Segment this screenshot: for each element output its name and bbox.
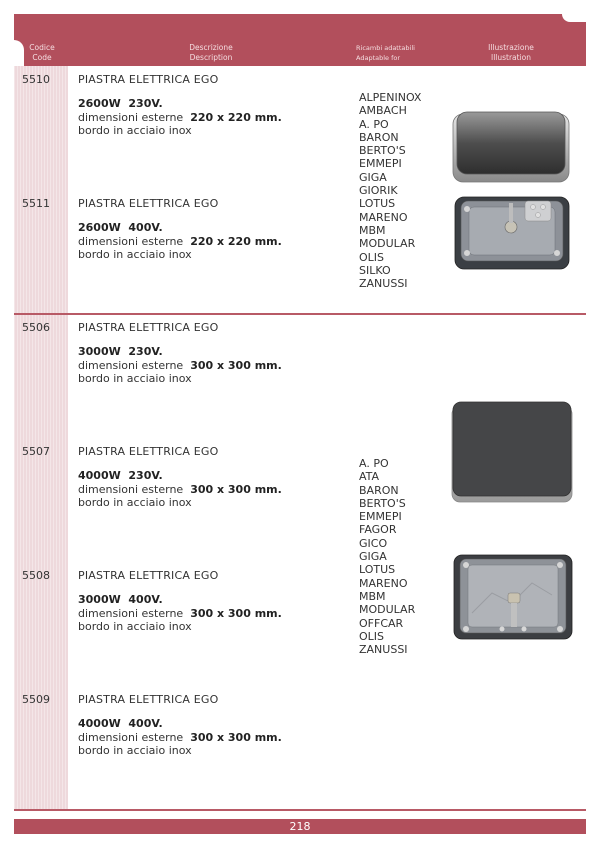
code-column-group-2 xyxy=(14,315,68,809)
brand-item: ZANUSSI xyxy=(359,277,408,291)
brand-list-group-2 xyxy=(359,457,415,656)
product-title: PIASTRA ELETTRICA EGO xyxy=(78,73,219,86)
brand-item: EMMEPI xyxy=(359,510,402,524)
brand-item: EMMEPI xyxy=(359,157,402,171)
brand-item: MARENO xyxy=(359,210,408,224)
brand-item: LOTUS xyxy=(359,197,396,211)
product-code: 5510 xyxy=(22,73,50,86)
product-edge: bordo in acciaio inox xyxy=(78,744,192,757)
hotplate-photo-bottom-220 xyxy=(453,195,571,271)
product-title: PIASTRA ELETTRICA EGO xyxy=(78,693,219,706)
product-title: PIASTRA ELETTRICA EGO xyxy=(78,197,219,210)
brand-item: MARENO xyxy=(359,576,408,590)
brand-item: GIGA xyxy=(359,550,387,564)
product-dimensions: dimensioni esterne 300 x 300 mm. xyxy=(78,359,282,372)
hotplate-photo-top-300 xyxy=(450,400,574,504)
product-power: 4000W 230V. xyxy=(78,469,163,482)
product-code: 5507 xyxy=(22,445,50,458)
brand-item: OLIS xyxy=(359,629,385,643)
group-separator xyxy=(14,313,586,315)
column-header-adaptable: Ricambi adattabili Adaptable for xyxy=(356,44,415,62)
product-title: PIASTRA ELETTRICA EGO xyxy=(78,445,219,458)
brand-item: SILKO xyxy=(359,263,391,277)
product-edge: bordo in acciaio inox xyxy=(78,620,192,633)
product-power: 3000W 230V. xyxy=(78,345,163,358)
product-code: 5509 xyxy=(22,693,50,706)
product-power: 2600W 230V. xyxy=(78,97,163,110)
product-edge: bordo in acciaio inox xyxy=(78,124,192,137)
product-dimensions: dimensioni esterne 300 x 300 mm. xyxy=(78,731,282,744)
product-edge: bordo in acciaio inox xyxy=(78,372,192,385)
brand-item: ATA xyxy=(359,470,380,484)
brand-item: MBM xyxy=(359,223,386,237)
group-separator-bottom xyxy=(14,809,586,811)
product-dimensions: dimensioni esterne 220 x 220 mm. xyxy=(78,111,282,124)
hotplate-photo-bottom-300 xyxy=(452,553,574,641)
product-code: 5511 xyxy=(22,197,50,210)
brand-item: AMBACH xyxy=(359,104,407,118)
column-header-description: Descrizione Description xyxy=(189,43,233,62)
brand-item: ALPENINOX xyxy=(359,91,422,104)
product-code: 5508 xyxy=(22,569,50,582)
brand-item: BERTO'S xyxy=(359,496,406,510)
hotplate-photo-top-220 xyxy=(451,110,571,184)
brand-item: BERTO'S xyxy=(359,144,406,158)
product-dimensions: dimensioni esterne 300 x 300 mm. xyxy=(78,607,282,620)
product-dimensions: dimensioni esterne 300 x 300 mm. xyxy=(78,483,282,496)
product-title: PIASTRA ELETTRICA EGO xyxy=(78,569,219,582)
column-header-code: Codice Code xyxy=(29,43,55,62)
brand-item: MBM xyxy=(359,589,386,603)
product-dimensions: dimensioni esterne 220 x 220 mm. xyxy=(78,235,282,248)
product-edge: bordo in acciaio inox xyxy=(78,496,192,509)
brand-item: LOTUS xyxy=(359,563,396,577)
brand-item: OFFCAR xyxy=(359,616,404,630)
brand-item: OLIS xyxy=(359,250,385,264)
column-header-illustration: Illustrazione Illustration xyxy=(488,43,534,62)
brand-item: A. PO xyxy=(359,457,389,470)
brand-item: BARON xyxy=(359,130,399,144)
header-notch xyxy=(562,14,586,22)
product-power: 3000W 400V. xyxy=(78,593,163,606)
product-edge: bordo in acciaio inox xyxy=(78,248,192,261)
brand-item: MODULAR xyxy=(359,237,416,251)
brand-item: FAGOR xyxy=(359,523,397,537)
brand-item: GIGA xyxy=(359,170,387,184)
brand-item: MODULAR xyxy=(359,603,416,617)
brand-item: GICO xyxy=(359,536,388,550)
page-number: 218 xyxy=(289,820,311,833)
brand-item: ZANUSSI xyxy=(359,643,408,657)
brand-item: A. PO xyxy=(359,117,389,131)
product-title: PIASTRA ELETTRICA EGO xyxy=(78,321,219,334)
brand-item: BARON xyxy=(359,483,399,497)
product-power: 4000W 400V. xyxy=(78,717,163,730)
product-power: 2600W 400V. xyxy=(78,221,163,234)
brand-list-group-1 xyxy=(359,91,421,290)
brand-item: GIORIK xyxy=(359,184,398,198)
product-code: 5506 xyxy=(22,321,50,334)
code-column-group-1 xyxy=(14,66,68,313)
